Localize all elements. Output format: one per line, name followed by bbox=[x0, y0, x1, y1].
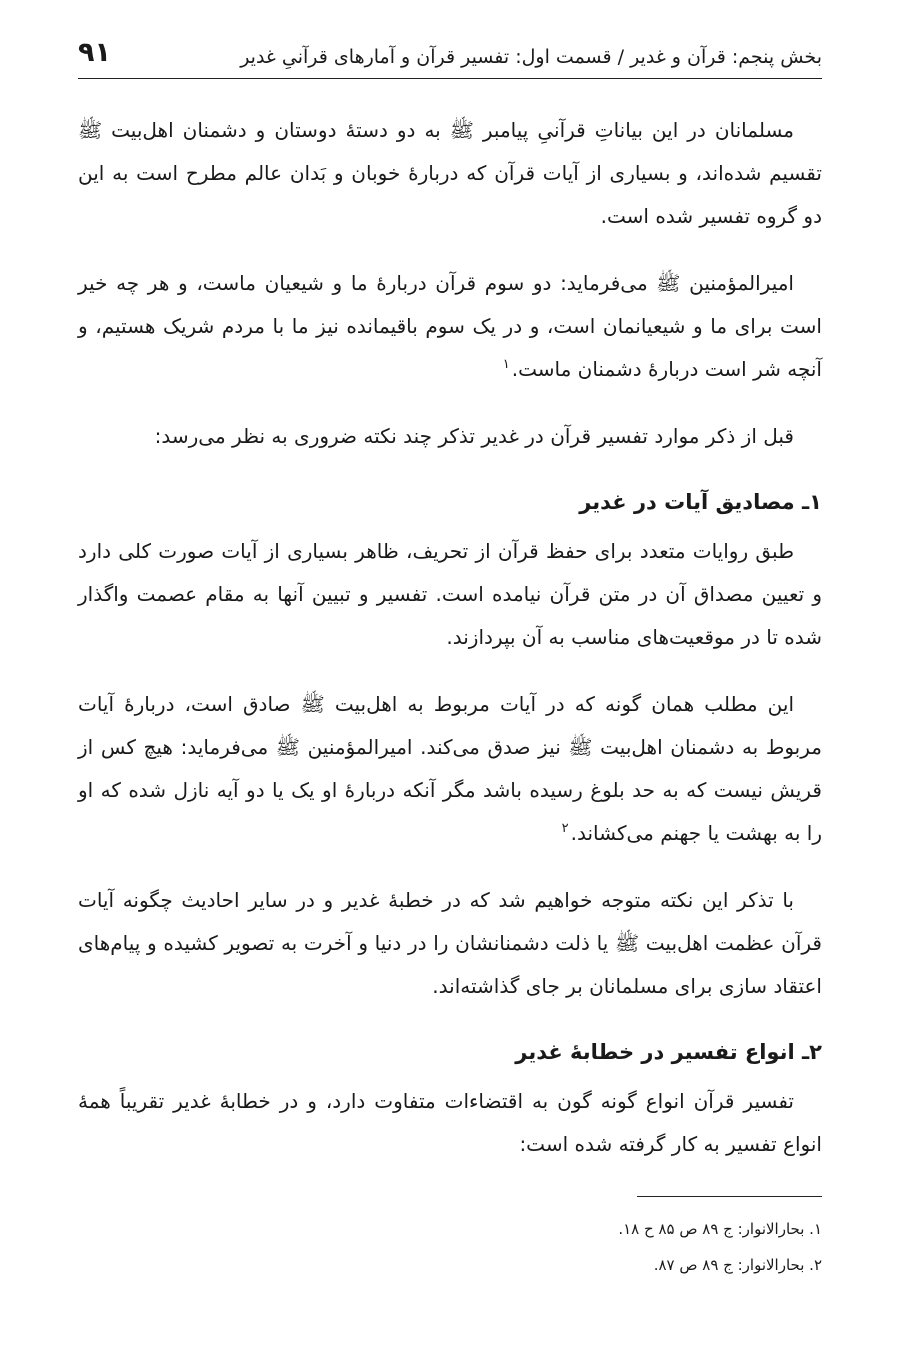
footnotes bbox=[78, 1211, 822, 1283]
paragraph-preface-text: قبل از ذکر موارد تفسیر قرآن در غدیر تذکر چند نکته ضروری به نظر می‌رسد: bbox=[154, 424, 794, 448]
footnote-ref-1[interactable]: ۱ bbox=[502, 357, 510, 373]
paragraph-reminder bbox=[78, 879, 822, 1008]
paragraph-narrations bbox=[78, 530, 822, 659]
page-body bbox=[78, 109, 822, 1283]
paragraph-reminder-text: با تذکر این نکته متوجه خواهیم شد که در خطبهٔ غدیر و در سایر احادیث چگونه آیات قرآن عظمت اهل‌بیت ﷺ یا ذلت دشمنانشان را در دنیا و آخرت به تصویر کشیده و پیام‌های اعتقاد سازی برای مسلمانان بر جای گذاشته‌اند. bbox=[78, 888, 822, 998]
page-number: ۹۱ bbox=[78, 37, 111, 68]
footnote-divider bbox=[637, 1196, 822, 1197]
footnote-1: ۱. بحارالانوار: ج ۸۹ ص ۸۵ ح ۱۸. bbox=[618, 1220, 822, 1238]
running-header bbox=[78, 28, 822, 79]
paragraph-intro bbox=[78, 109, 822, 238]
paragraph-quote-ali-text: امیرالمؤمنین ﷺ می‌فرماید: دو سوم قرآن دربارهٔ ما و شیعیان ماست، و هر چه خیر است برای ما و شیعیانمان است، و در یک سوم باقیمانده نیز ما با مردم شریک هستیم، و آنچه شر است دربارهٔ دشمنان ماست. bbox=[78, 271, 822, 381]
paragraph-types bbox=[78, 1080, 822, 1166]
section-heading-1: ۱ـ مصادیق آیات در غدیر bbox=[579, 490, 822, 514]
paragraph-intro-text: مسلمانان در این بیاناتِ قرآنیِ پیامبر ﷺ به دو دستهٔ دوستان و دشمنان اهل‌بیت ﷺ تقسیم شده‌اند، و بسیاری از آیات قرآن که دربارهٔ خوبان و بَدان عالم مطرح است به این دو گروه تفسیر شده است. bbox=[78, 118, 822, 228]
paragraph-quote-ali bbox=[78, 262, 822, 391]
paragraph-types-text: تفسیر قرآن انواع گونه گون به اقتضاءات متفاوت دارد، و در خطابهٔ غدیر تقریباً همهٔ انواع تفسیر به کار گرفته شده است: bbox=[78, 1089, 822, 1156]
footnote-2: ۲. بحارالانوار: ج ۸۹ ص ۸۷. bbox=[653, 1256, 822, 1274]
paragraph-narrations-text: طبق روایات متعدد برای حفظ قرآن از تحریف، ظاهر بسیاری از آیات صورت کلی دارد و تعیین مصداق آن در متن قرآن نیامده است. تفسیر و تبیین آنها به مقام عصمت واگذار شده تا در موقعیت‌های مناسب به آن بپردازند. bbox=[78, 539, 822, 649]
paragraph-enemies bbox=[78, 683, 822, 855]
paragraph-preface bbox=[78, 415, 822, 458]
section-heading-2: ۲ـ انواع تفسیر در خطابهٔ غدیر bbox=[515, 1040, 822, 1064]
book-page bbox=[78, 28, 822, 1345]
running-header-title: بخش پنجم: قرآن و غدیر / قسمت اول: تفسیر قرآن و آمارهای قرآنیِ غدیر bbox=[240, 46, 822, 68]
footnote-ref-2[interactable]: ۲ bbox=[561, 821, 569, 837]
paragraph-enemies-text: این مطلب همان گونه که در آیات مربوط به اهل‌بیت ﷺ صادق است، دربارهٔ آیات مربوط به دشمنان اهل‌بیت ﷺ نیز صدق می‌کند. امیرالمؤمنین ﷺ می‌فرماید: هیچ کس از قریش نیست که به حد بلوغ رسیده باشد مگر آنکه دربارهٔ او یک یا دو آیه نازل شده که او را به بهشت یا جهنم می‌کشاند. bbox=[78, 692, 822, 845]
